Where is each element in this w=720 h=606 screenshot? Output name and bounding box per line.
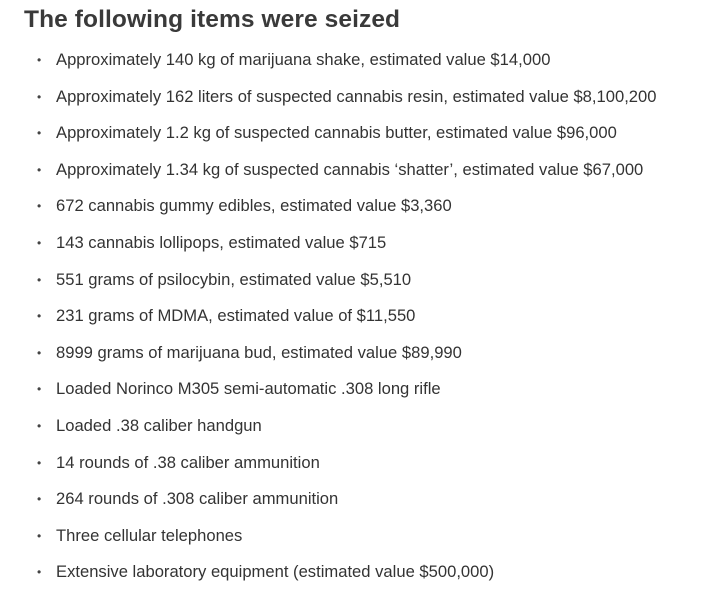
list-item-text: Loaded Norinco M305 semi-automatic .308 long rifle (56, 379, 441, 399)
list-item-text: 672 cannabis gummy edibles, estimated value $3,360 (56, 196, 452, 216)
bullet-icon: • (37, 235, 42, 250)
bullet-icon: • (37, 89, 42, 104)
list-item-text: 143 cannabis lollipops, estimated value $715 (56, 232, 387, 252)
list-item-text: Approximately 1.2 kg of suspected cannabis butter, estimated value $96,000 (56, 123, 617, 143)
list-item-text: Three cellular telephones (56, 525, 243, 545)
bullet-icon: • (37, 492, 42, 507)
bullet-icon: • (37, 126, 42, 141)
bullet-icon: • (37, 382, 42, 397)
bullet-icon: • (37, 53, 42, 67)
section-heading: The following items were seized (24, 6, 401, 33)
list-item-text: Approximately 162 liters of suspected cannabis resin, estimated value $8,100,200 (56, 86, 657, 106)
list-item (0, 518, 720, 555)
list-item-text: Approximately 140 kg of marijuana shake, estimated value $14,000 (56, 50, 551, 69)
list-item (0, 408, 720, 445)
bullet-icon: • (37, 455, 42, 470)
list-item (0, 79, 720, 116)
list-item-text: 264 rounds of .308 caliber ammunition (56, 489, 339, 509)
bullet-icon: • (37, 272, 42, 287)
bullet-icon: • (37, 528, 42, 543)
list-item-text: 14 rounds of .38 caliber ammunition (56, 452, 320, 472)
list-item-text: Extensive laboratory equipment (estimated value $500,000) (56, 562, 495, 582)
bullet-icon: • (37, 345, 42, 360)
list-item-text: 231 grams of MDMA, estimated value of $11,550 (56, 306, 416, 326)
bullet-icon: • (37, 162, 42, 177)
list-item (0, 481, 720, 518)
list-item (0, 225, 720, 262)
list-item (0, 152, 720, 189)
list-item (0, 115, 720, 152)
bullet-icon: • (37, 565, 42, 580)
bullet-icon: • (37, 199, 42, 214)
list-item (0, 554, 720, 591)
list-item-text: 8999 grams of marijuana bud, estimated value $89,990 (56, 342, 462, 362)
seized-items-list (0, 42, 720, 591)
list-item-text: 551 grams of psilocybin, estimated value $5,510 (56, 269, 412, 289)
list-item (0, 371, 720, 408)
list-item-text: Approximately 1.34 kg of suspected cannabis ‘shatter’, estimated value $67,000 (56, 159, 644, 179)
list-item (0, 445, 720, 482)
list-item (0, 335, 720, 372)
list-item (0, 262, 720, 299)
list-item (0, 188, 720, 225)
bullet-icon: • (37, 309, 42, 324)
list-item (0, 42, 720, 79)
bullet-icon: • (37, 418, 42, 433)
list-item-text: Loaded .38 caliber handgun (56, 415, 262, 435)
list-item (0, 298, 720, 335)
